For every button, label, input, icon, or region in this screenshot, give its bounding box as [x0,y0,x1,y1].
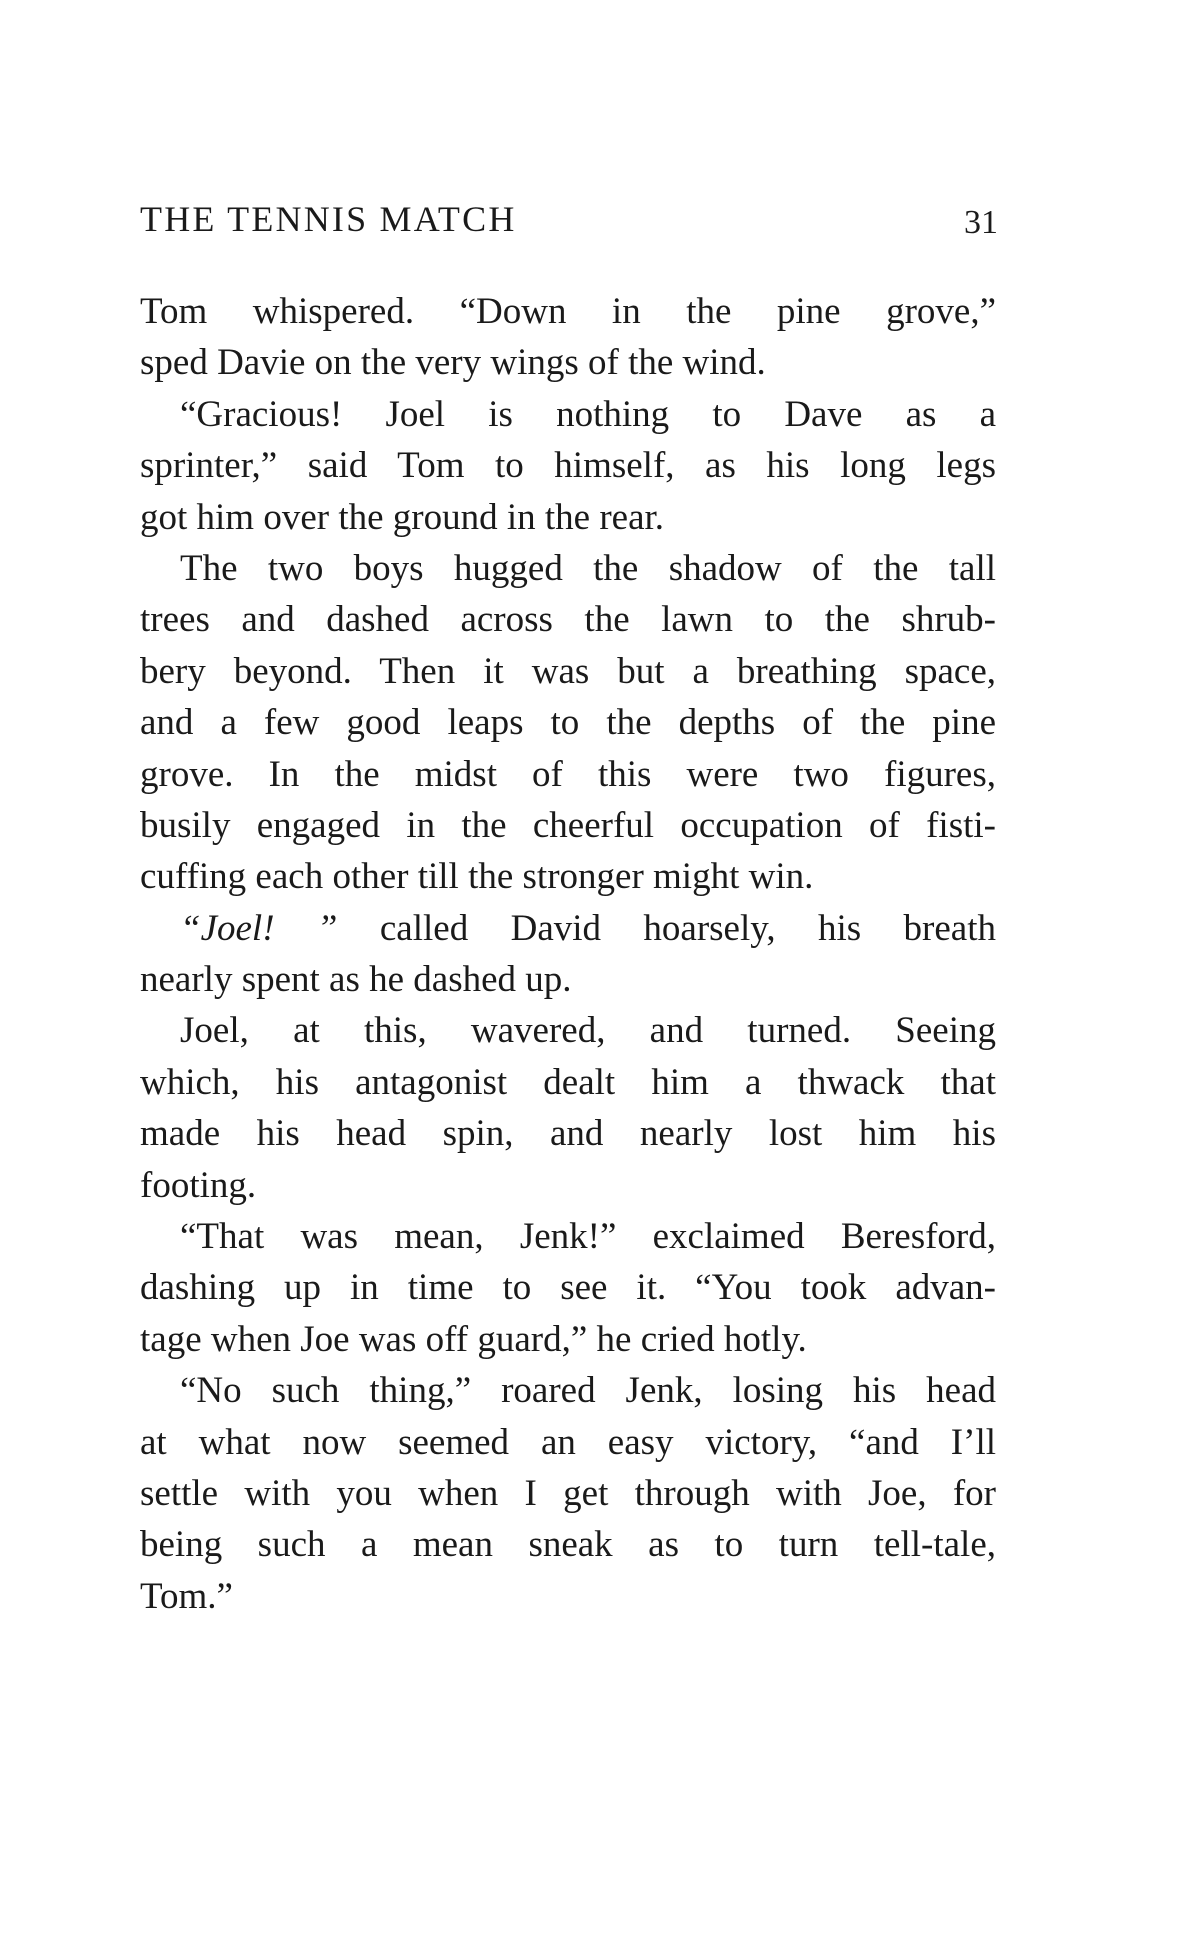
text-line: sprinter,” said Tom to himself, as his long legs [140,445,996,487]
text-line: bery beyond. Then it was but a breathing space, [140,650,996,692]
italic-exclamation: “Joel! ” [180,907,338,949]
text-line: which, his antagonist dealt him a thwack that [140,1061,996,1103]
text-line: “No such thing,” roared Jenk, losing his head [180,1370,996,1412]
text-line: tage when Joe was off guard,” he cried hotly. [140,1318,807,1360]
text-line: made his head spin, and nearly lost him his [140,1113,996,1155]
body-text [140,286,996,1622]
text-line: sped Davie on the very wings of the wind. [140,342,766,384]
text-line [140,903,996,954]
text-line: “That was mean, Jenk!” exclaimed Beresford, [180,1216,996,1258]
text-line: “Gracious! Joel is nothing to Dave as a [180,393,996,435]
text-line: got him over the ground in the rear. [140,496,665,538]
text-line: Joel, at this, wavered, and turned. Seeing [180,1010,996,1052]
text-line: dashing up in time to see it. “You took advan- [140,1267,996,1309]
text-line: cuffing each other till the stronger might win. [140,856,814,898]
text-line: and a few good leaps to the depths of the pine [140,702,996,744]
text-line: Tom whispered. “Down in the pine grove,” [140,291,996,332]
running-head-title: THE TENNIS MATCH [140,199,517,239]
text-line: The two boys hugged the shadow of the tall [180,547,996,589]
text-line: nearly spent as he dashed up. [140,959,572,1001]
page-number: 31 [964,204,998,241]
text-line: settle with you when I get through with Joe, for [140,1472,996,1514]
text-segment: called David hoarsely, his breath [337,907,996,949]
text-line: being such a mean sneak as to turn tell-tale, [140,1524,996,1566]
text-line: grove. In the midst of this were two figures, [140,753,996,795]
text-line: busily engaged in the cheerful occupation of fisti- [140,804,996,846]
text-line: footing. [140,1164,257,1206]
text-line: at what now seemed an easy victory, “and I’ll [140,1421,996,1463]
text-line: Tom.” [140,1575,233,1617]
text-line: trees and dashed across the lawn to the shrub- [140,599,996,641]
